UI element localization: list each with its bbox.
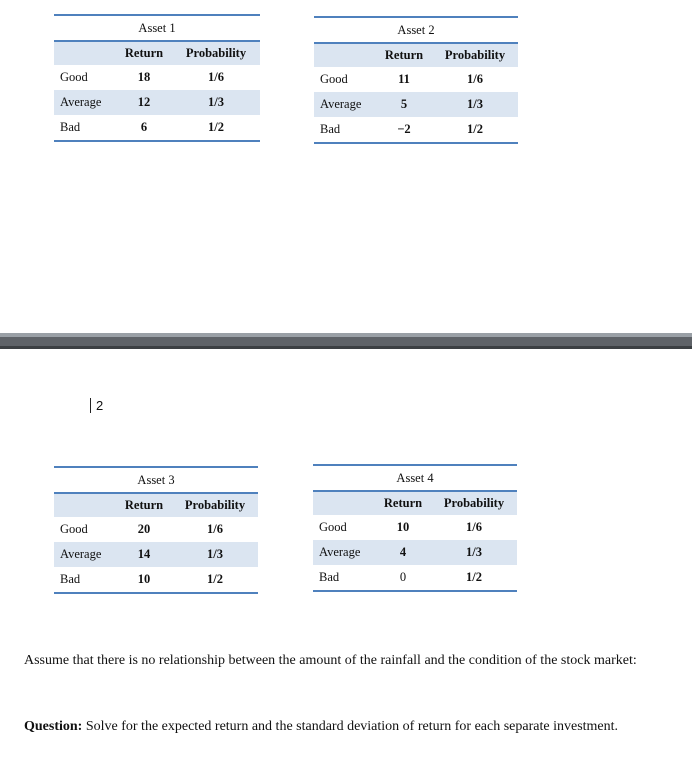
- page-number-text: 2: [96, 398, 104, 413]
- return-value: 10: [116, 567, 172, 593]
- probability-value: 1/3: [172, 542, 258, 567]
- return-value: −2: [376, 117, 432, 143]
- state-label: Average: [54, 90, 116, 115]
- probability-value: 1/6: [467, 72, 483, 86]
- table-row: [313, 565, 517, 591]
- page-number-rule: [90, 398, 91, 413]
- probability-header: Probability: [172, 493, 258, 517]
- probability-value: 1/3: [172, 90, 260, 115]
- return-header: Return: [116, 41, 172, 65]
- asset-1-table: [54, 14, 260, 142]
- return-value: 6: [116, 115, 172, 141]
- state-label: Bad: [313, 565, 375, 591]
- probability-value: 1/2: [431, 565, 517, 591]
- probability-value: 1/6: [207, 522, 223, 536]
- question-text: Solve for the expected return and the standard deviation of return for each separate investment.: [82, 719, 619, 734]
- table-title: Asset 1: [54, 15, 260, 41]
- table-row: [54, 115, 260, 141]
- question-paragraph: [24, 714, 664, 740]
- table-title: Asset 2: [314, 17, 518, 43]
- state-label: Bad: [314, 117, 376, 143]
- return-value: 14: [116, 542, 172, 567]
- table-row: [54, 542, 258, 567]
- table-row: [313, 515, 517, 540]
- page-break-divider: [0, 333, 692, 349]
- state-label: Bad: [54, 567, 116, 593]
- table-row: [54, 65, 260, 90]
- state-label: Good: [320, 72, 348, 86]
- return-header: Return: [375, 491, 431, 515]
- return-value: 12: [116, 90, 172, 115]
- return-value: 0: [375, 565, 431, 591]
- probability-header: Probability: [172, 41, 260, 65]
- return-value: 11: [398, 72, 410, 86]
- probability-value: 1/2: [172, 567, 258, 593]
- page-number: [90, 398, 103, 413]
- table-row: [313, 540, 517, 565]
- state-label: Average: [313, 540, 375, 565]
- state-label: Good: [319, 520, 347, 534]
- state-label: Average: [314, 92, 376, 117]
- table-row: [314, 117, 518, 143]
- probability-value: 1/2: [172, 115, 260, 141]
- return-value: 5: [376, 92, 432, 117]
- state-label: Good: [60, 522, 88, 536]
- probability-value: 1/3: [431, 540, 517, 565]
- probability-value: 1/3: [432, 92, 518, 117]
- probability-header: Probability: [432, 43, 518, 67]
- return-value: 4: [375, 540, 431, 565]
- table-row: [54, 567, 258, 593]
- probability-value: 1/2: [432, 117, 518, 143]
- probability-value: 1/6: [208, 70, 224, 84]
- return-header: Return: [376, 43, 432, 67]
- state-label: Bad: [54, 115, 116, 141]
- table-row: [314, 67, 518, 92]
- assumption-paragraph: Assume that there is no relationship between the amount of the rainfall and the condition of the stock market:: [24, 653, 637, 668]
- asset-3-table: [54, 466, 258, 594]
- state-label: Good: [60, 70, 88, 84]
- probability-header: Probability: [431, 491, 517, 515]
- table-row: [54, 90, 260, 115]
- return-value: 18: [137, 70, 151, 84]
- table-title: Asset 4: [313, 465, 517, 491]
- state-label: Average: [54, 542, 116, 567]
- table-row: [314, 92, 518, 117]
- asset-2-table: [314, 16, 518, 144]
- question-label: Question:: [24, 719, 83, 734]
- return-header: Return: [116, 493, 172, 517]
- table-row: [54, 517, 258, 542]
- return-value: 20: [137, 522, 151, 536]
- table-title: Asset 3: [54, 467, 258, 493]
- return-value: 10: [396, 520, 410, 534]
- asset-4-table: [313, 464, 517, 592]
- probability-value: 1/6: [466, 520, 482, 534]
